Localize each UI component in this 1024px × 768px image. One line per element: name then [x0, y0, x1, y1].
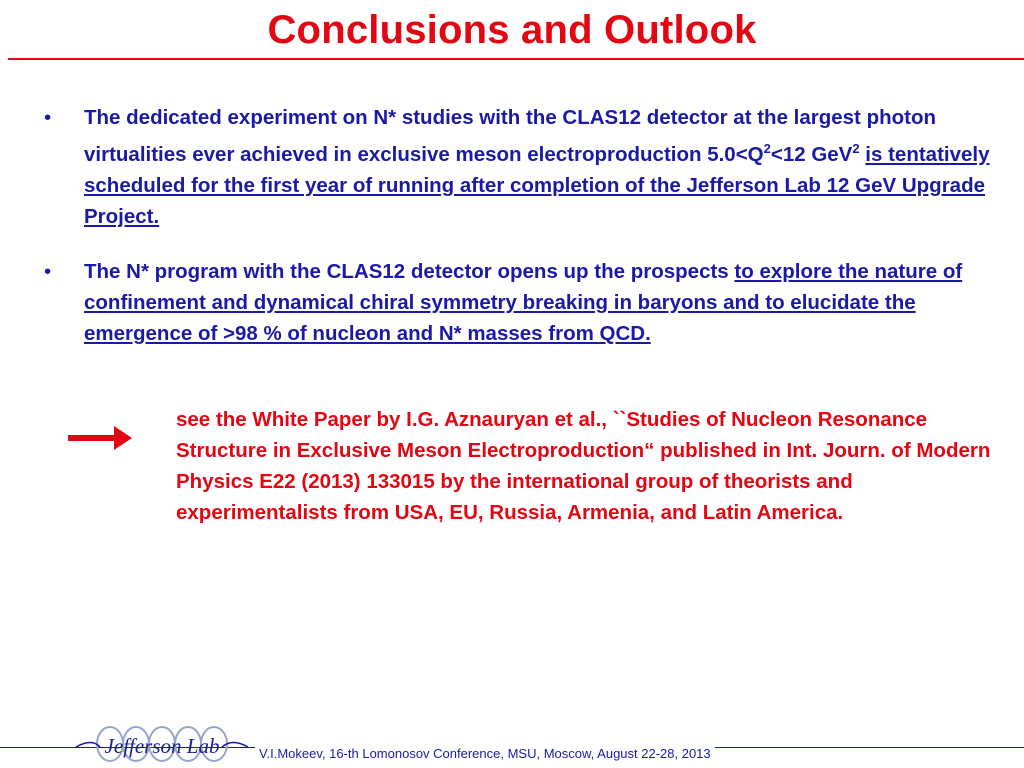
- bullet-marker: •: [44, 106, 52, 129]
- svg-text:Jefferson Lab: Jefferson Lab: [104, 734, 220, 758]
- jefferson-lab-logo: [72, 720, 252, 768]
- bullet-underlined-text: to explore the nature of confinement and dynamical chiral symmetry breaking in baryons and to elucidate the emergence of >98 % of nucleon and N* masses from QCD.: [84, 260, 963, 345]
- bullet-text: [84, 102, 1004, 232]
- bullet-text-part: <12 GeV: [770, 142, 853, 166]
- bullet-underlined-text: is tentatively scheduled for the first year of running after completion of the Jefferson Lab 12 GeV Upgrade Project.: [84, 142, 990, 228]
- bullet-marker: •: [44, 260, 52, 283]
- superscript: 2: [852, 141, 860, 156]
- superscript: 2: [763, 141, 771, 156]
- slide-title: Conclusions and Outlook: [267, 8, 757, 52]
- right-arrow-icon: [68, 424, 134, 452]
- bullet-text-part: The dedicated experiment on N* studies with the CLAS12 detector at the largest photon virtualities ever achieved in exclusive meson electroproduction 5.0<Q: [84, 106, 937, 166]
- bullet-text-part: The N* program with the CLAS12 detector opens up the prospects: [84, 260, 735, 283]
- title-underline: [8, 58, 1024, 60]
- white-paper-note: see the White Paper by I.G. Aznauryan et al., ``Studies of Nucleon Resonance Structure in Exclusive Meson Electroproduction“ published in Int. Journ. of Modern Physics E22 (2013) 133015 by the international group of theorists and experimentalists from USA, EU, Russia, Armenia, and Latin America.: [176, 408, 991, 524]
- bullet-text: [84, 256, 1004, 349]
- footer-text: V.I.Mokeev, 16-th Lomonosov Conference, MSU, Moscow, August 22-28, 2013: [255, 746, 715, 761]
